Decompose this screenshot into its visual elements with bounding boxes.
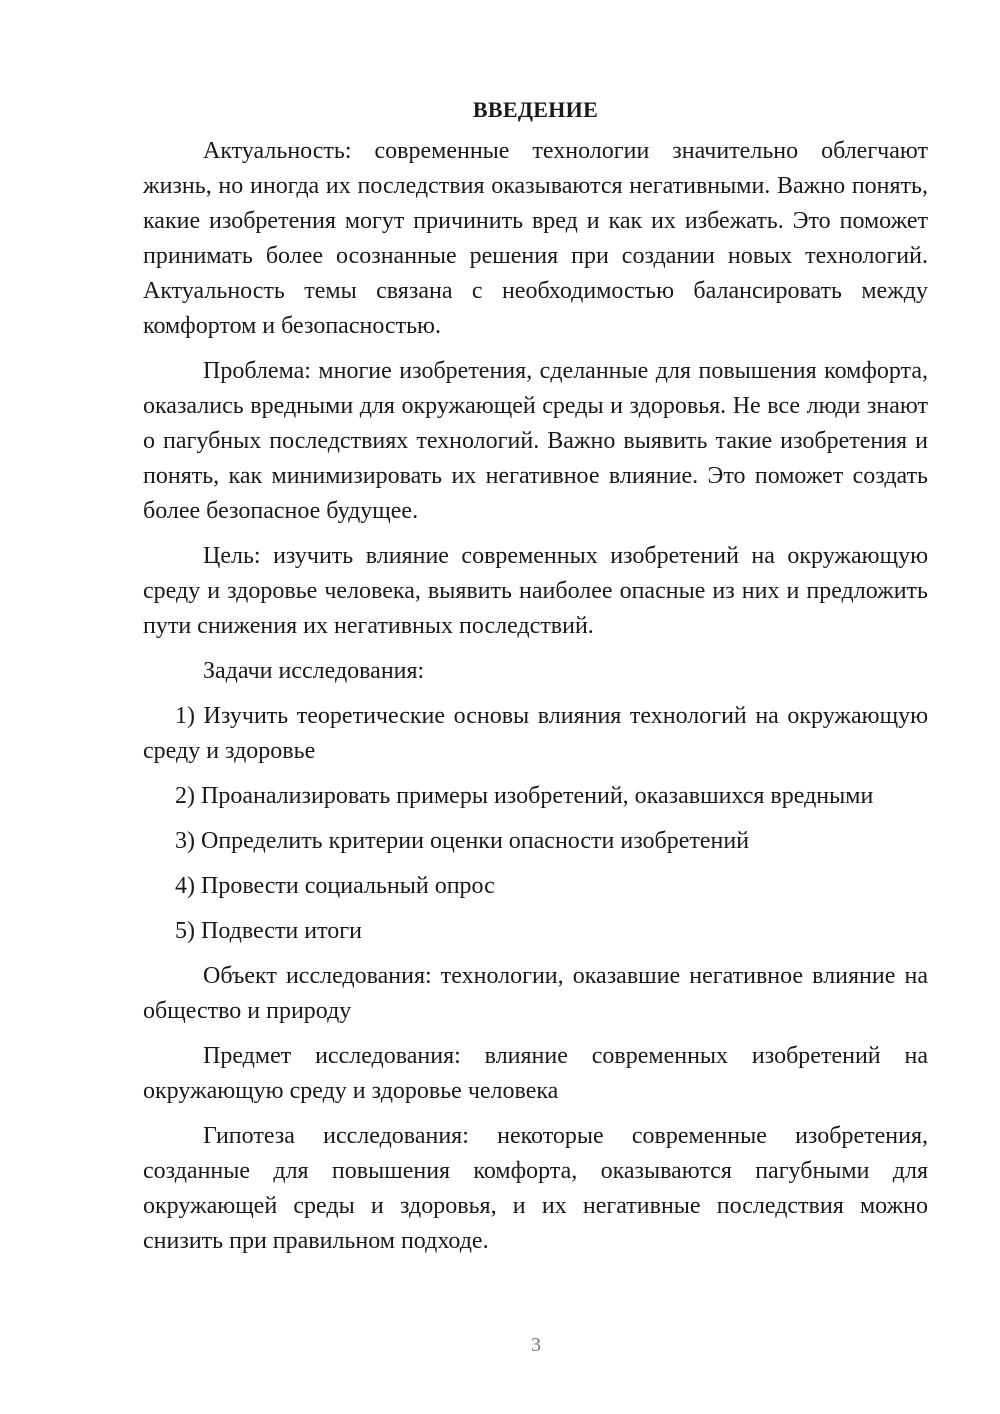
page-number: 3 (531, 1334, 541, 1356)
tasks-heading: Задачи исследования: (203, 658, 425, 684)
subject-paragraph: Предмет исследования: влияние современных изобретений на окружающую среду и здоровье человека (143, 1043, 928, 1104)
task-item-5: 5) Подвести итоги (175, 918, 362, 944)
goal-paragraph: Цель: изучить влияние современных изобретений на окружающую среду и здоровье человека, выявить наиболее опасные из них и предложить пути снижения их негативных последствий. (143, 543, 928, 639)
task-item-2: 2) Проанализировать примеры изобретений, оказавшихся вредными (175, 783, 874, 809)
page-content (143, 92, 928, 1269)
problem-paragraph: Проблема: многие изобретения, сделанные для повышения комфорта, оказались вредными для окружающей среды и здоровья. Не все люди знают о пагубных последствиях технологий. Важно выявить такие изобретения и понять, как минимизировать их негативное влияние. Это поможет создать более безопасное будущее. (143, 358, 928, 524)
task-item-3: 3) Определить критерии оценки опасности изобретений (175, 828, 750, 854)
hypothesis-paragraph: Гипотеза исследования: некоторые современные изобретения, созданные для повышения комфорта, оказываются пагубными для окружающей среды и здоровья, и их негативные последствия можно снизить при правильном подходе. (143, 1123, 928, 1254)
page-title: ВВЕДЕНИЕ (472, 97, 599, 122)
task-item-4: 4) Провести социальный опрос (175, 873, 495, 899)
task-item-1: 1) Изучить теоретические основы влияния технологий на окружающую среду и здоровье (143, 703, 928, 764)
object-paragraph: Объект исследования: технологии, оказавшие негативное влияние на общество и природу (143, 963, 928, 1024)
relevance-paragraph: Актуальность: современные технологии значительно облегчают жизнь, но иногда их последствия оказываются негативными. Важно понять, какие изобретения могут причинить вред и как их избежать. Это поможет принимать более осознанные решения при создании новых технологий. Актуальность темы связана с необходимостью балансировать между комфортом и безопасностью. (143, 138, 928, 339)
